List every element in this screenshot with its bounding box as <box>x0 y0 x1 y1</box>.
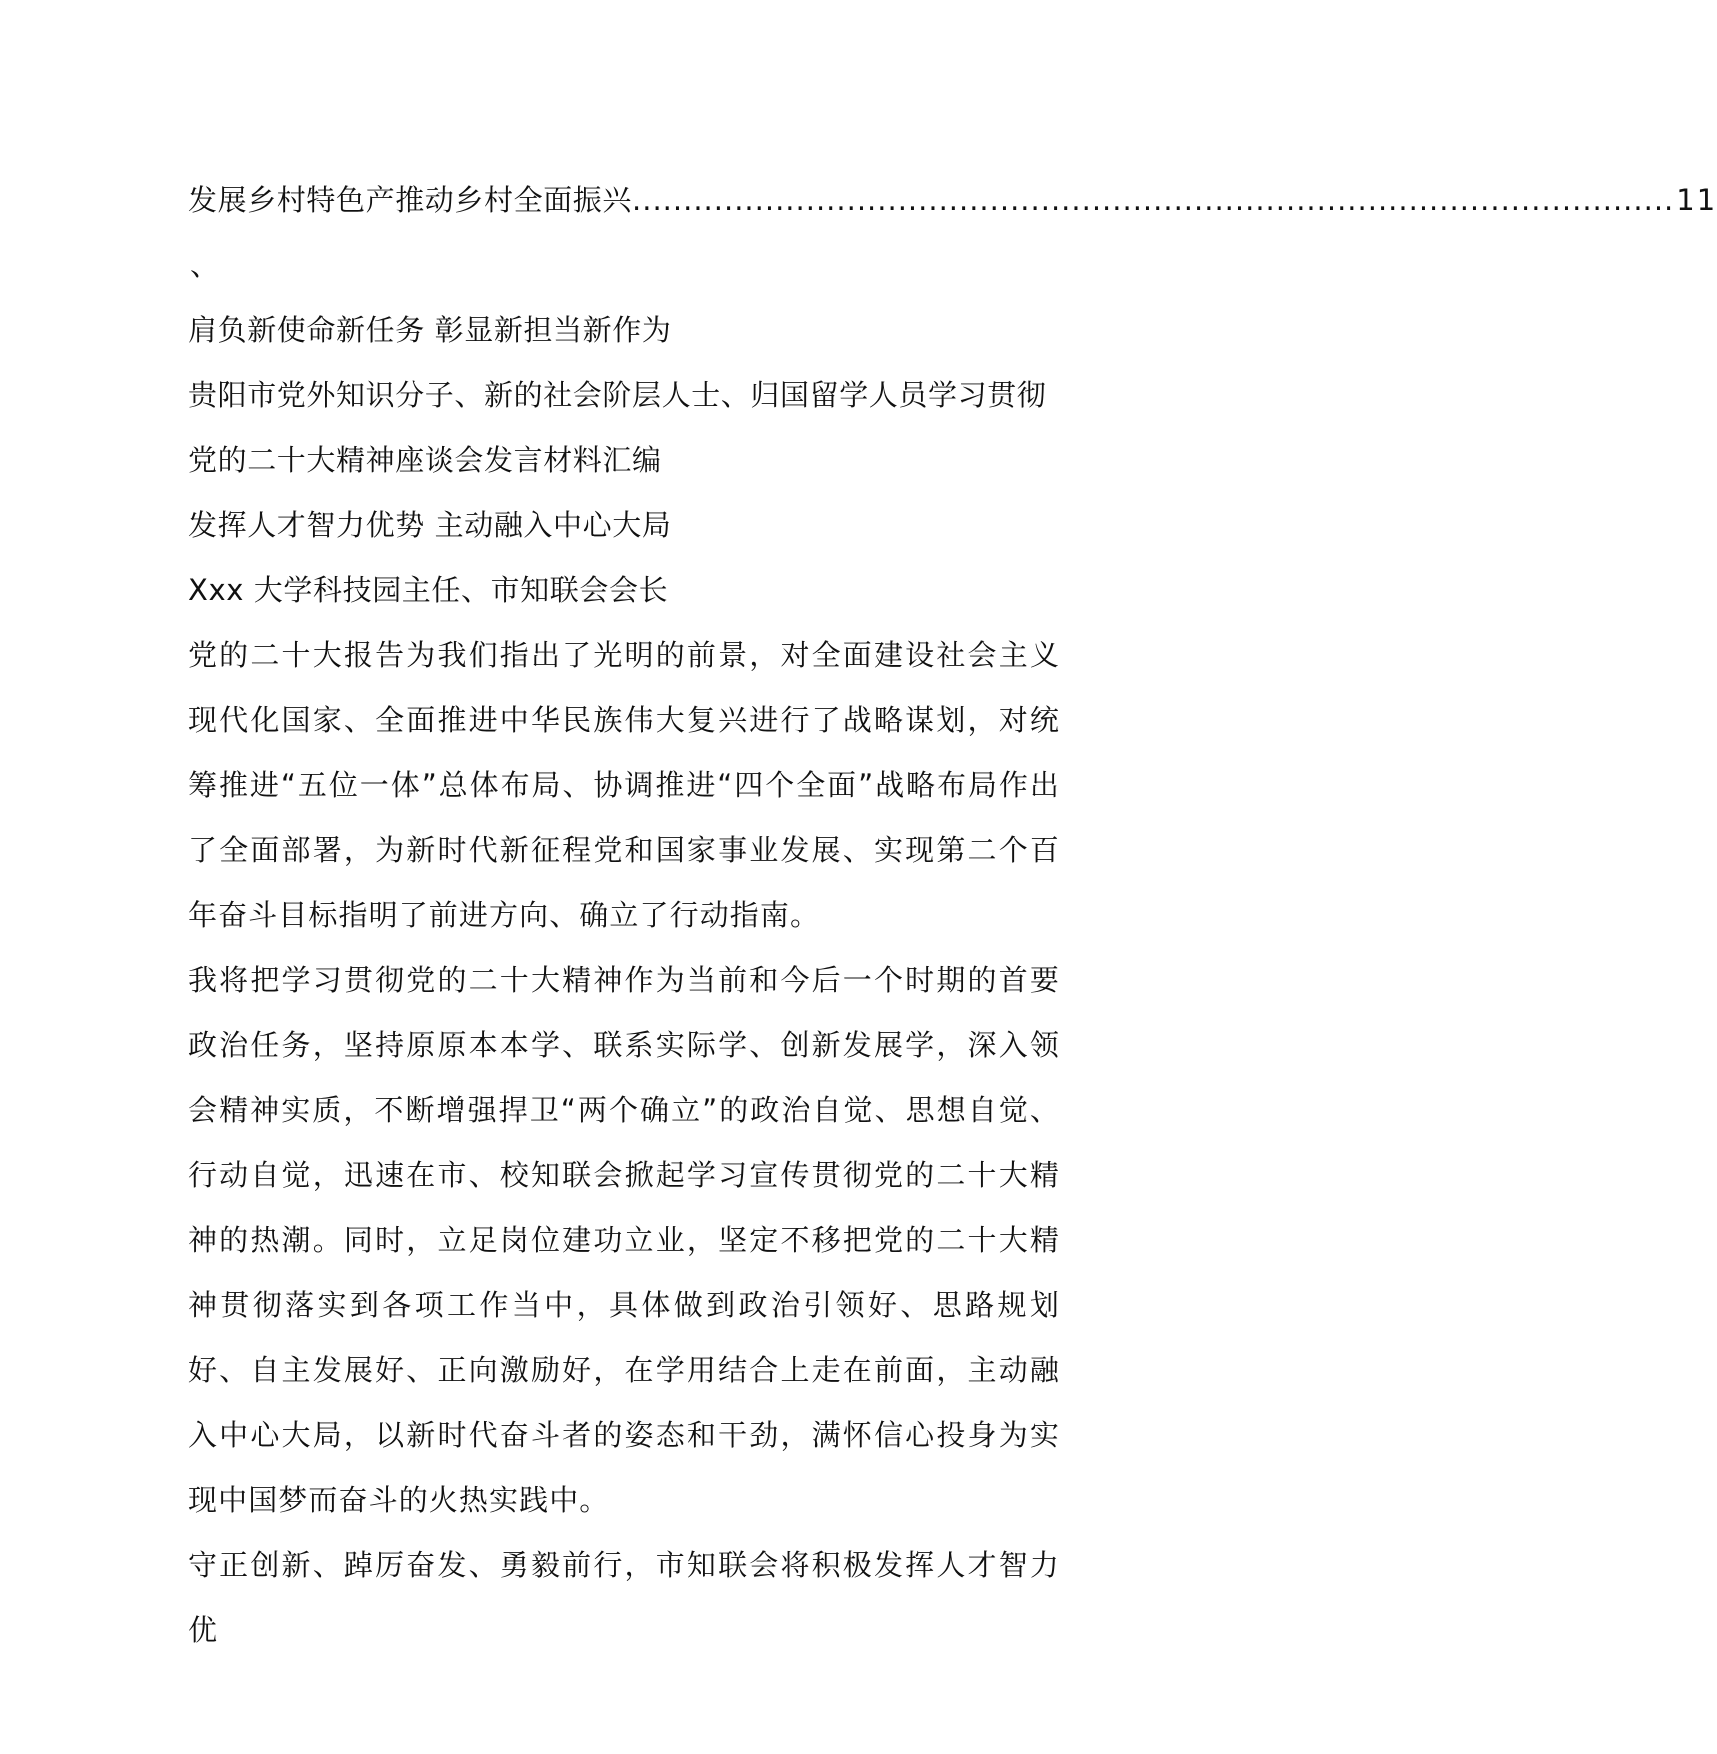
body-paragraph-1: 党的二十大报告为我们指出了光明的前景，对全面建设社会主义现代化国家、全面推进中华民族伟大复兴进行了战略谋划，对统筹推进“五位一体”总体布局、协调推进“四个全面”战略布局作出了全面部署，为新时代新征程党和国家事业发展、实现第二个百年奋斗目标指明了前进方向、确立了行动指南。 <box>188 638 1060 932</box>
document-subheading-line-2: 党的二十大精神座谈会发言材料汇编 <box>188 443 662 477</box>
separator-mark: 、 <box>190 248 220 282</box>
body-paragraph-3: 守正创新、踔厉奋发、勇毅前行，市知联会将积极发挥人才智力优 <box>188 1548 1060 1647</box>
speech-title: 发挥人才智力优势 主动融入中心大局 <box>188 508 672 542</box>
document-body <box>188 168 1717 1663</box>
toc-entry[interactable] <box>188 168 1717 233</box>
speaker-affiliation: Xxx 大学科技园主任、市知联会会长 <box>188 573 669 607</box>
body-paragraph-2: 我将把学习贯彻党的二十大精神作为当前和今后一个时期的首要政治任务，坚持原原本本学、联系实际学、创新发展学，深入领会精神实质，不断增强捍卫“两个确立”的政治自觉、思想自觉、行动自觉，迅速在市、校知联会掀起学习宣传贯彻党的二十大精神的热潮。同时，立足岗位建功立业，坚定不移把党的二十大精神贯彻落实到各项工作当中，具体做到政治引领好、思路规划好、自主发展好、正向激励好，在学用结合上走在前面，主动融入中心大局，以新时代奋斗者的姿态和干劲，满怀信心投身为实现中国梦而奋斗的火热实践中。 <box>188 963 1060 1517</box>
toc-page-number: 11 <box>1676 183 1717 217</box>
toc-leader-dots: ...................................................................................................... <box>632 183 1675 217</box>
document-main-heading: 肩负新使命新任务 彰显新担当新作为 <box>188 313 672 347</box>
toc-entry-title: 发展乡村特色产推动乡村全面振兴 <box>188 183 633 217</box>
document-subheading-line-1: 贵阳市党外知识分子、新的社会阶层人士、归国留学人员学习贯彻 <box>188 378 1047 412</box>
